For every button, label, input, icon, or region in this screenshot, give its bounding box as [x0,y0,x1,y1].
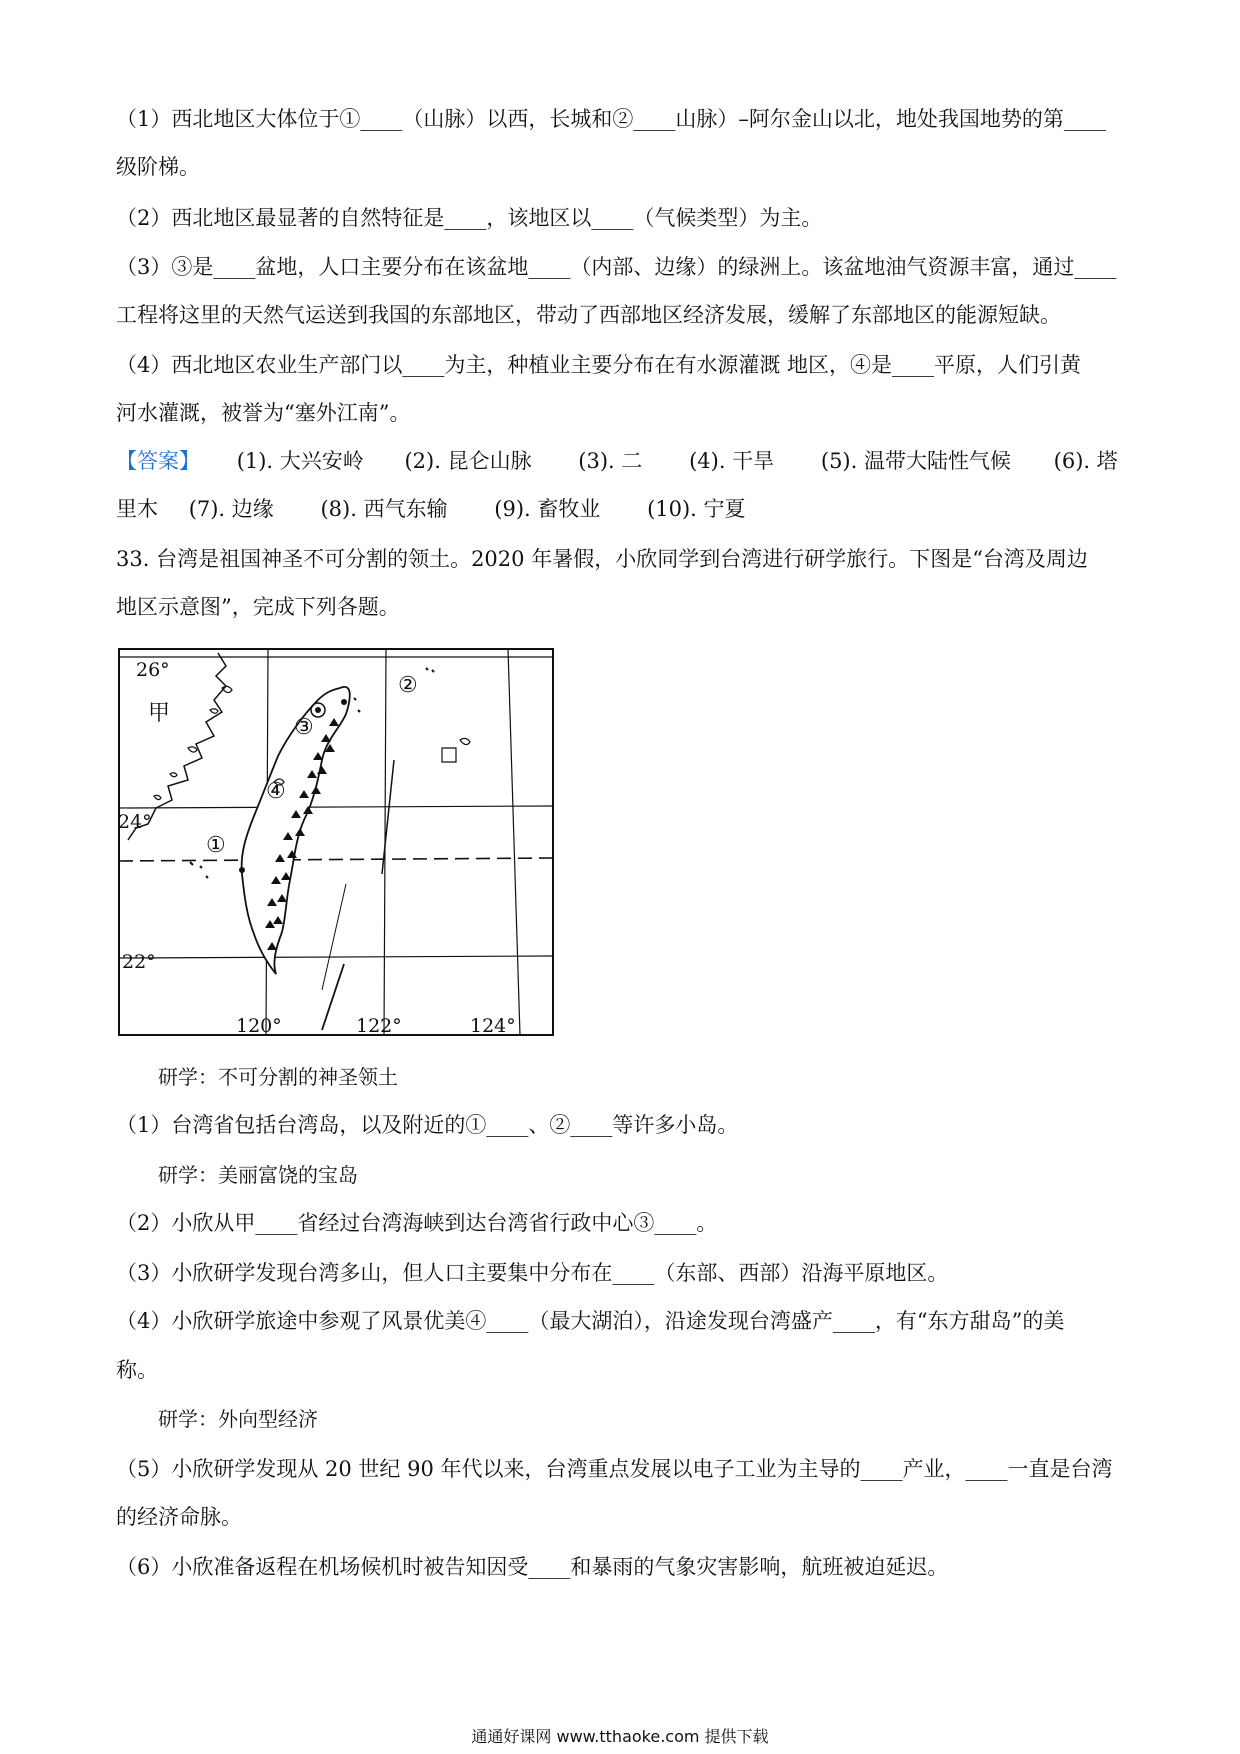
answer-item: (3). 二 [578,449,643,473]
lon-label-122: 122° [356,1015,402,1036]
lat-label-24: 24° [118,811,152,833]
answer-item: (8). 西气东输 [320,497,448,521]
section-title-treasure-island: 研学：美丽富饶的宝岛 [158,1163,358,1187]
mark-4: ④ [266,779,286,804]
q32-part3-line1: （3）③是____盆地，人口主要分布在该盆地____（内部、边缘）的绿洲上。该盆地油气资源丰富，通过____ [116,255,1117,279]
answer-item: 里木 [116,497,158,521]
lat-label-22: 22° [122,951,156,973]
q32-answer-row2 [116,494,1126,524]
lon-label-124: 124° [470,1015,516,1036]
q33-part1: （1）台湾省包括台湾岛，以及附近的①____、②____等许多小岛。 [116,1113,739,1137]
q32-part1-line1: （1）西北地区大体位于①____（山脉）以西，长城和②____山脉）–阿尔金山以北，地处我国地势的第____ [116,107,1106,131]
answer-item: (10). 宁夏 [647,497,746,521]
taiwan-map [118,648,554,1036]
answer-item: (2). 昆仑山脉 [404,449,532,473]
lat-label-26: 26° [136,659,170,681]
label-jia: 甲 [148,701,171,726]
q33-part5-line2: 的经济命脉。 [116,1505,242,1529]
q33-part4-line2: 称。 [116,1358,158,1382]
answer-item: (1). 大兴安岭 [236,449,364,473]
q33-part2: （2）小欣从甲____省经过台湾海峡到达台湾省行政中心③____。 [116,1211,718,1235]
answer-item: (7). 边缘 [188,497,274,521]
q32-answer-row1 [116,446,1126,476]
answer-item: (4). 干旱 [689,449,775,473]
q32-part1-line2: 级阶梯。 [116,155,200,179]
mark-1: ① [206,833,226,858]
capital-symbol-dot [315,707,321,713]
q33-part4-line1: （4）小欣研学旅途中参观了风景优美④____（最大湖泊），沿途发现台湾盛产____，有“东方甜岛”的美 [116,1309,1065,1333]
page-footer: 通通好课网 www.tthaoke.com 提供下载 [471,1727,769,1746]
q33-intro-line2: 地区示意图”，完成下列各题。 [116,595,400,619]
q33-part5-line1: （5）小欣研学发现从 20 世纪 90 年代以来，台湾重点发展以电子工业为主导的____产业，____一直是台湾 [116,1457,1113,1481]
q33-intro-line1: 33. 台湾是祖国神圣不可分割的领土。2020 年暑假，小欣同学到台湾进行研学旅行。下图是“台湾及周边 [116,547,1088,571]
lon-label-120: 120° [236,1015,282,1036]
q32-part4-line1: （4）西北地区农业生产部门以____为主，种植业主要分布在有水源灌溉 地区，④是____平原，人们引黄 [116,353,1082,377]
mark-2: ② [398,673,418,698]
section-title-territory: 研学：不可分割的神圣领土 [158,1065,398,1089]
city-dot [341,699,347,705]
q32-part4-line2: 河水灌溉，被誉为“塞外江南”。 [116,401,411,425]
q32-part2: （2）西北地区最显著的自然特征是____，该地区以____（气候类型）为主。 [116,206,823,230]
q33-part3: （3）小欣研学发现台湾多山，但人口主要集中分布在____（东部、西部）沿海平原地区。 [116,1261,949,1285]
section-title-economy: 研学：外向型经济 [158,1407,318,1431]
answer-tag: 【答案】 [116,449,200,473]
answer-item: (5). 温带大陆性气候 [820,449,1011,473]
city-dot [239,867,245,873]
answer-item: (6). 塔 [1053,449,1118,473]
answer-item: (9). 畜牧业 [494,497,601,521]
q33-part6: （6）小欣准备返程在机场候机时被告知因受____和暴雨的气象灾害影响，航班被迫延迟。 [116,1555,949,1579]
mark-3: ③ [294,715,314,740]
q32-part3-line2: 工程将这里的天然气运送到我国的东部地区，带动了西部地区经济发展，缓解了东部地区的能源短缺。 [116,303,1061,327]
